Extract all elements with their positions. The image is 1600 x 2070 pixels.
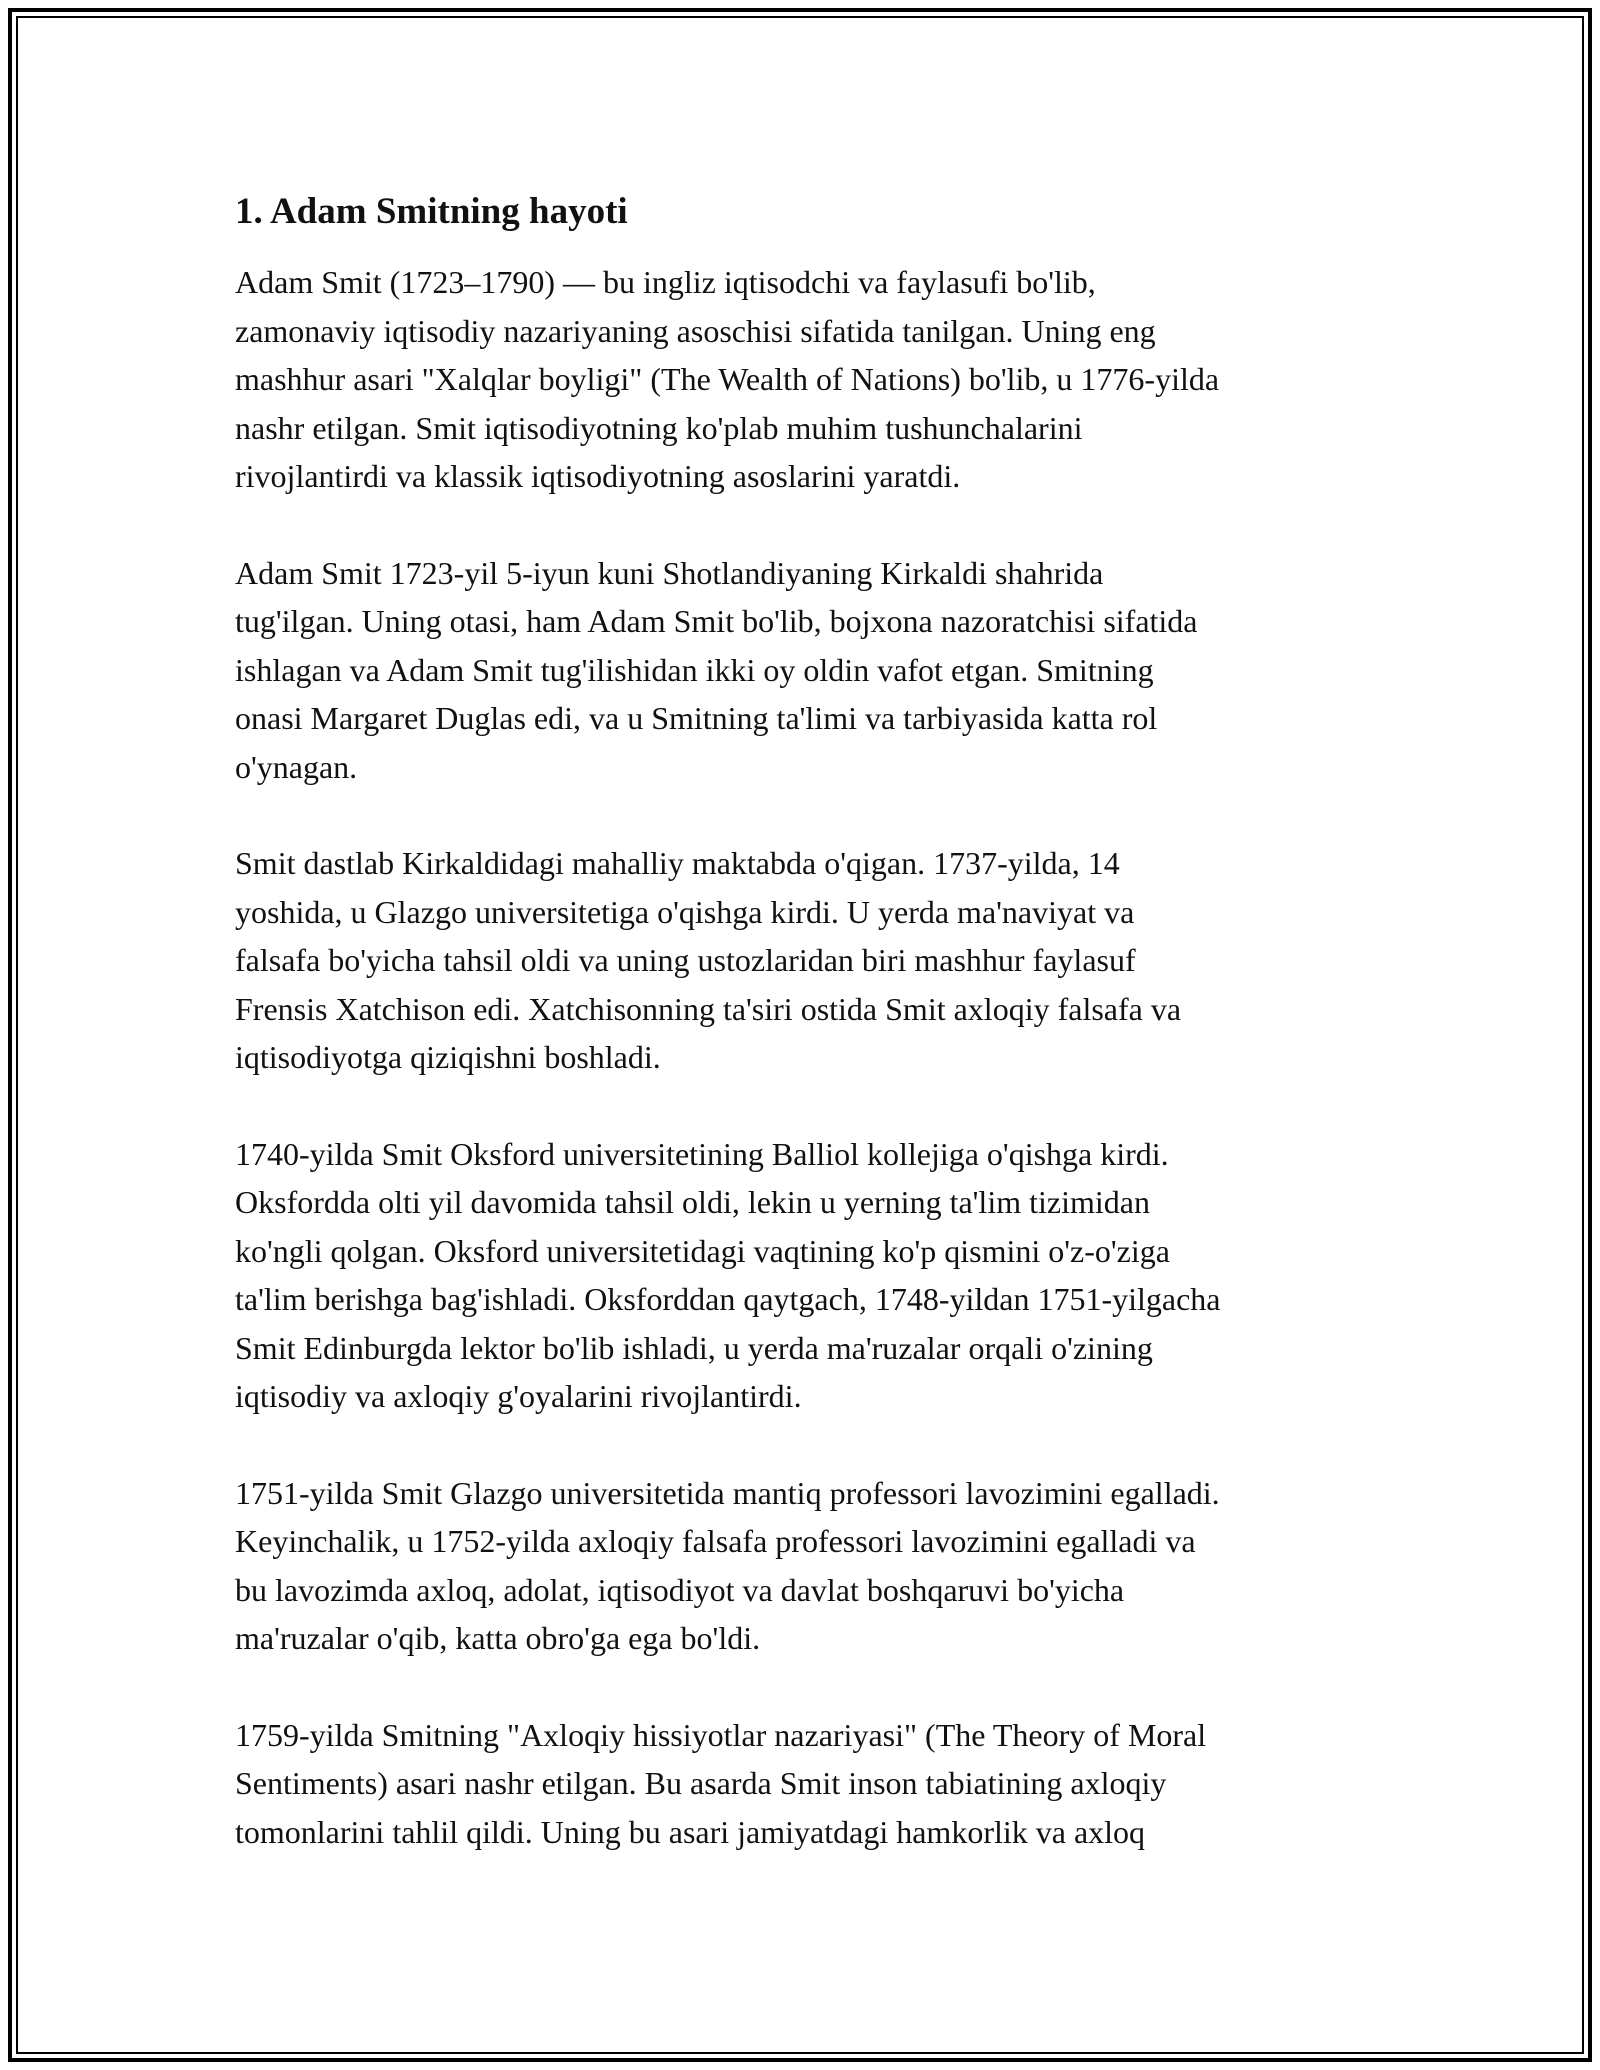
text-line: 1759-yilda Smitning "Axloqiy hissiyotlar nazariyasi" (The Theory of Moral [235,1716,1207,1753]
text-line: Keyinchalik, u 1752-yilda axloqiy falsafa professori lavozimini egalladi va [235,1523,1196,1559]
text-line: ta'lim berishga bag'ishladi. Oksforddan qaytgach, 1748-yildan 1751-yilgacha [235,1281,1221,1317]
text-line: yoshida, u Glazgo universitetiga o'qishga kirdi. U yerda ma'naviyat va [235,893,1135,930]
section-heading: 1. Adam Smitning hayoti [235,191,628,232]
text-line: Smit dastlab Kirkaldidagi mahalliy maktabda o'qigan. 1737-yilda, 14 [235,845,1120,881]
text-line: nashr etilgan. Smit iqtisodiyotning ko'plab muhim tushunchalarini [235,409,1083,446]
text-line: ma'ruzalar o'qib, katta obro'ga ega bo'ldi. [235,1620,761,1656]
text-line: onasi Margaret Duglas edi, va u Smitning ta'limi va tarbiyasida katta rol [235,700,1158,736]
text-line: Adam Smit 1723-yil 5-iyun kuni Shotlandiyaning Kirkaldi shahrida [235,554,1104,591]
text-line: Sentiments) asari nashr etilgan. Bu asarda Smit inson tabiatining axloqiy [235,1765,1167,1801]
paragraph [235,1711,1375,1857]
text-line: Smit Edinburgda lektor bo'lib ishladi, u yerda ma'ruzalar orqali o'zining [235,1329,1153,1366]
text-line: mashhur asari "Xalqlar boyligi" (The Wealth of Nations) bo'lib, u 1776-yilda [235,361,1220,397]
paragraph [235,1469,1375,1663]
text-line: tug'ilgan. Uning otasi, ham Adam Smit bo'lib, bojxona nazoratchisi sifatida [235,603,1198,639]
text-line: falsafa bo'yicha tahsil oldi va uning ustozlaridan biri mashhur faylasuf [235,942,1136,978]
text-line: Frensis Xatchison edi. Xatchisonning ta'siri ostida Smit axloqiy falsafa va [235,990,1182,1027]
text-line: ko'ngli qolgan. Oksford universitetidagi vaqtining ko'p qismini o'z-o'ziga [235,1232,1170,1269]
document-body [235,188,1375,1856]
paragraph [235,839,1375,1082]
paragraph [235,549,1375,792]
text-line: 1751-yilda Smit Glazgo universitetida mantiq professori lavozimini egalladi. [235,1474,1220,1511]
text-line: Adam Smit (1723–1790) — bu ingliz iqtisodchi va faylasufi bo'lib, [235,264,1096,300]
text-line: iqtisodiy va axloqiy g'oyalarini rivojlantirdi. [235,1378,802,1414]
text-line: iqtisodiyotga qiziqishni boshladi. [235,1039,661,1075]
text-line: bu lavozimda axloq, adolat, iqtisodiyot va davlat boshqaruvi bo'yicha [235,1571,1125,1608]
text-line: 1740-yilda Smit Oksford universitetining Balliol kollejiga o'qishga kirdi. [235,1135,1169,1172]
text-line: tomonlarini tahlil qildi. Uning bu asari jamiyatdagi hamkorlik va axloq [235,1813,1146,1850]
paragraph [235,1130,1375,1421]
paragraph [235,258,1375,501]
text-line: o'ynagan. [235,748,358,785]
paragraph-list [235,258,1375,1856]
text-line: zamonaviy iqtisodiy nazariyaning asoschisi sifatida tanilgan. Uning eng [235,312,1156,349]
text-line: rivojlantirdi va klassik iqtisodiyotning asoslarini yaratdi. [235,458,961,494]
text-line: Oksfordda olti yil davomida tahsil oldi, lekin u yerning ta'lim tizimidan [235,1184,1150,1220]
text-line: ishlagan va Adam Smit tug'ilishidan ikki oy oldin vafot etgan. Smitning [235,651,1154,688]
